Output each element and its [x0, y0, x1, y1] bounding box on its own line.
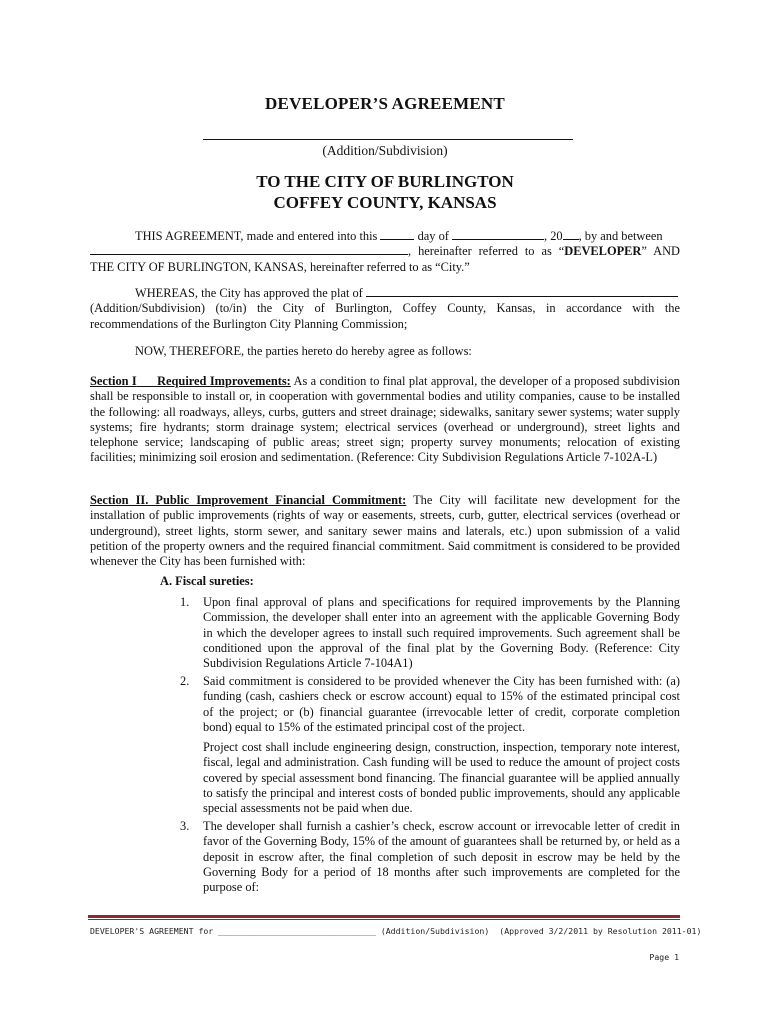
- county-heading: COFFEY COUNTY, KANSAS: [273, 193, 497, 212]
- section-2-paragraph: Section II. Public Improvement Financial Commitment: The City will facilitate new development for the installation of public improvements (rights of way or easements, streets, curb, gutter, electrical services (overhead or underground), street lights, storm sewer, and sanitary sewer mains and laterals, etc.) upon submission of a valid petition of the property owners and the required financial commitment. Said commitment is considered to be provided whenever the City has been furnished with:: [90, 493, 680, 569]
- list-item: 3. The developer shall furnish a cashier’s check, escrow account or irrevocable letter of credit in favor of the Governing Body, 15% of the amount of guarantees shall be returned by, or held as a deposit in escrow after, the final completion of such deposit in escrow may be held by the Governing Body for a period of 18 months after such improvements are completed for the purpose of:: [180, 819, 680, 895]
- city-heading: TO THE CITY OF BURLINGTON: [256, 172, 514, 191]
- footer-left-text: DEVELOPER'S AGREEMENT for ________________________________ (Addition/Subdivision): [90, 926, 490, 936]
- footer-approval-text: (Approved 3/2/2011 by Resolution 2011-01): [499, 926, 702, 936]
- list-item-continuation: Project cost shall include engineering design, construction, inspection, temporary note interest, fiscal, legal and administration. Cash funding will be used to reduce the amount of project costs covered by special assessment bond financing. The financial guarantee will be applied annually to satisfy the principal and interest costs of bonded public improvements, should any applicable special assessments not be paid when due.: [203, 740, 680, 816]
- list-item: 1. Upon final approval of plans and specifications for required improvements by the Planning Commission, the developer shall enter into an agreement with the applicable Governing Body in which the developer agrees to install such required improvements. Such agreement shall be conditioned upon the approval of the final plat by the Governing Body. (Reference: City Subdivision Regulations Article 7-104A1): [180, 595, 680, 671]
- section-1-paragraph: Section I Required Improvements: As a condition to final plat approval, the developer of a proposed subdivision shall be responsible to install or, in cooperation with governmental bodies and utility companies, cause to be installed the following: all roadways, alleys, curbs, gutters and street drainage; sidewalks, sanitary sewer systems; water supply systems; fire hydrants; storm drainage system; electrical services (overhead or underground), street lights and telephone service; landscaping of public areas; street sign; property survey monuments; relocation of existing facilities; minimizing soil erosion and sedimentation. (Reference: City Subdivision Regulations Article 7-102A-L): [90, 374, 680, 465]
- addition-name-blank: [203, 139, 573, 140]
- list-item: 2. Said commitment is considered to be provided whenever the City has been furnished with: (a) funding (cash, cashiers check or escrow account) equal to 15% of the estimated principal cost of the project; or (b) financial guarantee (irrevocable letter of credit, corporate completion bond) equal to 15% of the estimated principal cost of the project.: [180, 674, 680, 734]
- agreement-paragraph: THIS AGREEMENT, made and entered into this day of , 20 , by and between , hereinafter referred to as “DEVELOPER” AND THE CITY OF BURLINGTON, KANSAS, hereinafter referred to as “City.”: [90, 229, 680, 274]
- document-title: DEVELOPER’S AGREEMENT: [265, 94, 505, 113]
- addition-subdivision-label: (Addition/Subdivision): [322, 143, 448, 158]
- month-blank: [452, 229, 544, 240]
- fiscal-sureties-heading: A. Fiscal sureties:: [160, 574, 254, 588]
- day-blank: [380, 229, 414, 240]
- plat-name-blank: [366, 286, 678, 297]
- section-2-heading: Section II. Public Improvement Financial Commitment:: [90, 493, 407, 507]
- page-number: Page 1: [649, 952, 679, 962]
- page-footer: [90, 926, 702, 936]
- year-blank: [563, 229, 579, 240]
- now-therefore-paragraph: NOW, THEREFORE, the parties hereto do hereby agree as follows:: [135, 344, 472, 358]
- developer-name-blank: [90, 244, 408, 255]
- section-1-label: Section I: [90, 374, 137, 388]
- whereas-paragraph: WHEREAS, the City has approved the plat of (Addition/Subdivision) (to/in) the City of Burlington, Coffey County, Kansas, in accordance with the recommendations of the Burlington City Planning Commission;: [90, 286, 680, 331]
- section-1-heading: Required Improvements:: [157, 374, 291, 388]
- footer-rule-thin: [88, 919, 680, 920]
- footer-rule: [88, 915, 680, 918]
